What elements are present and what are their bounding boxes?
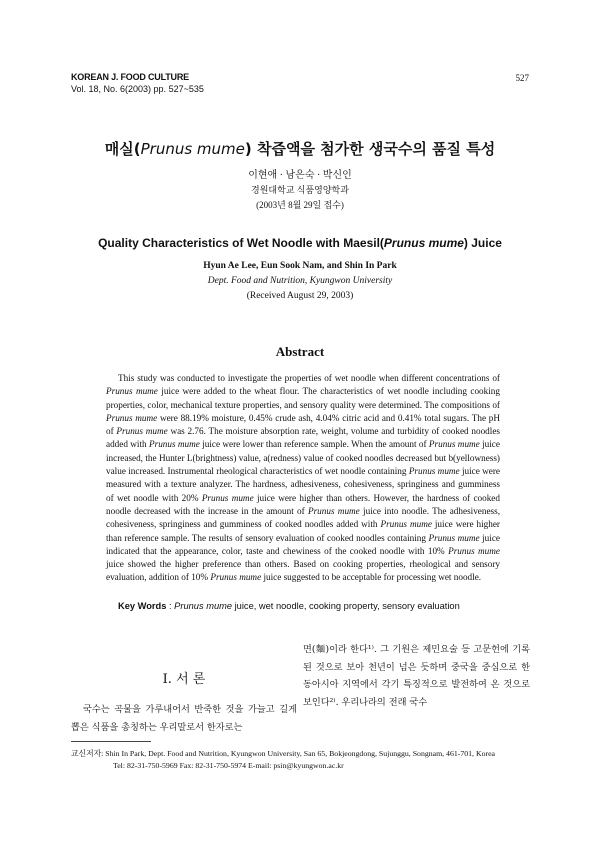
korean-received: (2003년 8월 29일 접수) [256, 200, 344, 210]
abstract-heading: Abstract [275, 344, 325, 359]
keywords: Key Words : Prunus mume juice, wet noodle, cooking property, sensory evaluation [118, 601, 460, 611]
english-received: (Received August 29, 2003) [246, 291, 354, 301]
intro-right-column [303, 641, 530, 711]
page-number: 527 [515, 73, 529, 83]
journal-header [71, 72, 204, 94]
section-heading: I. 서 론 [162, 672, 206, 687]
intro-left-column [71, 668, 297, 736]
english-authors: Hyun Ae Lee, Eun Sook Nam, and Shin In Park [203, 261, 397, 271]
journal-name: KOREAN J. FOOD CULTURE [71, 72, 189, 82]
abstract-text: This study was conducted to investigate the properties of wet noodle when different concentrations of Prunus mume juice were added to the wheat flour. The characteristics of wet noodle including cooking properties, color, mechanical texture properties, and sensory quality were determined. The compositions of Prunus mume were 88.19% moisture, 0.45% crude ash, 4.04% citric acid and 0.41% total sugars. The pH of Prunus mume was 2.76. The moisture absorption rate, weight, volume and turbidity of cooked noodles added with Prunus mume juice were lower than reference sample. When the amount of Prunus mume juice increased, the Hunter L(brightness) value, a(redness) value of cooked noodles decreased but b(yellowness) value increased. Instrumental rheological characteristics of wet noodle containing Prunus mume juice were measured with a texture analyzer. The hardness, adhesiveness, cohesiveness, springiness and gumminess of wet noodle with 20% Prunus mume juice were higher than others. However, the hardness of cooked noodle decreased with the increase in the amount of Prunus mume juice into noodle. The adhesiveness, cohesiveness, springiness and gumminess of cooked noodles added with Prunus mume juice were higher than reference sample. The results of sensory evaluation of cooked noodles containing Prunus mume juice indicated that the appearance, color, taste and chewiness of the cooked noodle with 10% Prunus mume juice showed the higher preference than others. Based on cooking properties, rheological and sensory evaluation, addition of 10% Prunus mume juice suggested to be acceptable for processing wet noodle. [106, 373, 500, 583]
korean-authors: 이현애 · 남은숙 · 박신인 [248, 170, 352, 181]
korean-affiliation: 경원대학교 식품영양학과 [251, 185, 349, 195]
english-affiliation: Dept. Food and Nutrition, Kyungwon University [207, 276, 393, 286]
footnote-divider [71, 741, 151, 742]
journal-volume: Vol. 18, No. 6(2003) pp. 527~535 [71, 84, 204, 94]
footnote [71, 748, 531, 772]
footnote-line-1: 교신저자: Shin In Park, Dept. Food and Nutrition, Kyungwon University, San 65, Bokjeongdong, Sujunggu, Songnam, 461-701, Korea [71, 749, 495, 758]
english-title: Quality Characteristics of Wet Noodle with Maesil(Prunus mume) Juice [98, 236, 502, 250]
intro-right-text: 면(麵)이라 한다¹⁾. 그 기원은 제민요술 등 고문헌에 기록된 것으로 보아 천년이 넘은 듯하며 중국을 중심으로 한 동아시아 지역에서 각기 특징적으로 발전하여 온 것으로 보인다²⁾. 우리나라의 전래 국수 [303, 644, 530, 708]
intro-left-text: 국수는 곡물을 가루내어서 반죽한 것을 가늘고 길게 뽑은 식품을 총칭하는 우리말로서 한자로는 [71, 704, 297, 733]
korean-title: 매실(Prunus mume) 착즙액을 첨가한 생국수의 품질 특성 [104, 140, 496, 158]
footnote-line-2: Tel: 82-31-750-5969 Fax: 82-31-750-5974 E-mail: psin@kyungwon.ac.kr [113, 761, 344, 770]
